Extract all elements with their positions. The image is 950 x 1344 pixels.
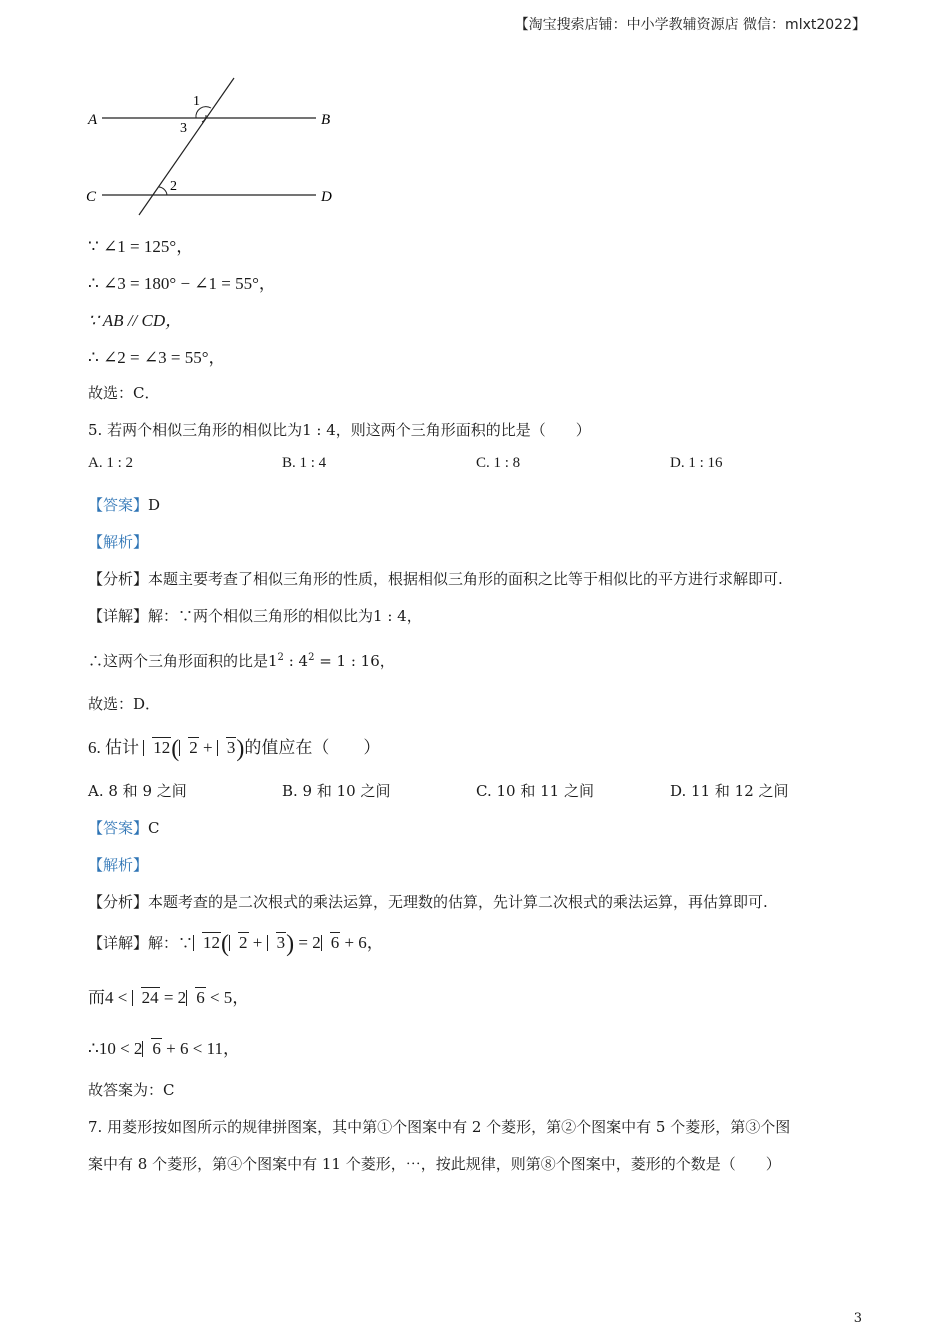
q6-line-b-end: < 5， [205, 988, 250, 1007]
q6-analysis-text: 本题考查的是二次根式的乘法运算，无理数的估算，先计算二次根式的乘法运算，再估算即可. [148, 893, 768, 911]
analysis-label: 【分析】 [88, 893, 149, 911]
sqrt-6: 6 [186, 988, 206, 1008]
answer-tag: 【答案】 [88, 496, 149, 514]
q6-detail-tail: + 6， [340, 933, 384, 952]
q5-choice: 故选：D． [88, 695, 161, 713]
label-c: C [86, 189, 97, 205]
q6-stem-suffix: 的值应在（ ） [244, 738, 381, 757]
q5-option-d: D. 1 : 16 [670, 455, 723, 471]
q6-analysis-tag: 【解析】 [88, 856, 149, 874]
sqrt-12: 12 [143, 738, 171, 758]
page-number: 3 [853, 1311, 862, 1326]
q6-answer [88, 817, 160, 838]
q6-choice: 故答案为：C [88, 1081, 175, 1099]
q6-option-c: C. 10 和 11 之间 [476, 782, 594, 800]
q6-option-d: D. 11 和 12 之间 [670, 782, 789, 800]
q6-line-b-mid: = 2 [159, 988, 187, 1007]
q4-line-3: ∵ AB // CD， [88, 311, 183, 330]
page-header: 【淘宝搜索店铺：中小学教辅资源店 微信：mlxt2022】 [514, 17, 866, 33]
q6-line-c-end: + 6 < 11， [161, 1039, 240, 1058]
q5-detail-2-prefix: ∴这两个三角形面积的比是1 [88, 652, 278, 670]
sqrt-6: 6 [321, 933, 341, 953]
q5-option-c: C. 1 : 8 [476, 455, 521, 471]
sqrt-12: 12 [193, 933, 221, 953]
q6-stem: 6. 估计 12( 2 + 3)的值应在（ ） [88, 736, 381, 762]
q6-answer-value: C [148, 819, 160, 837]
q5-analysis-text: 本题主要考查了相似三角形的性质，根据相似三角形的面积之比等于相似比的平方进行求解即可. [148, 570, 783, 588]
label-b: B [321, 112, 331, 128]
q5-option-a: A. 1 : 2 [88, 455, 133, 471]
q6-line-c-prefix: ∴10 < 2 [88, 1039, 143, 1058]
answer-tag: 【答案】 [88, 819, 149, 837]
q4-line-1 [88, 232, 193, 257]
analysis-label: 【分析】 [88, 570, 149, 588]
q5-detail-2-mid: : 4 [283, 652, 309, 670]
q4-line-4: ∴ ∠2 = ∠3 = 55°， [88, 348, 226, 367]
q6-line-b-prefix: 而4 < [88, 988, 132, 1007]
sqrt-3: 3 [267, 933, 287, 953]
sqrt-3: 3 [217, 738, 237, 758]
label-angle-1: 1 [193, 94, 200, 109]
label-a: A [88, 112, 98, 128]
q4-line-2: ∴ ∠3 = 180° − ∠1 = 55°， [88, 274, 276, 293]
sqrt-24: 24 [132, 988, 160, 1008]
q4-choice: 故选：C． [88, 384, 160, 402]
q5-detail-1-text: 解：∵两个相似三角形的相似比为1 : 4， [148, 607, 422, 625]
q5-option-b: B. 1 : 4 [282, 455, 327, 471]
detail-label: 【详解】 [88, 936, 149, 952]
q5-detail-2-end: = 1 : 16， [314, 652, 395, 670]
q6-detail-prefix: 解：∵ [148, 936, 194, 952]
q6-option-b: B. 9 和 10 之间 [282, 782, 391, 800]
q5-analysis [88, 568, 783, 589]
q6-analysis [88, 891, 768, 912]
q6-detail-1: 【详解】解：∵ 12( 2 + 3) = 2 6 + 6， [88, 931, 384, 957]
q7-line-2: 案中有 8 个菱形，第④个图案中有 11 个菱形，⋯，按此规律，则第⑧个图案中，菱形的个数是（ ） [88, 1155, 781, 1173]
q5-detail-2 [88, 650, 395, 671]
label-angle-2: 2 [170, 179, 177, 194]
sqrt-6: 6 [142, 1039, 162, 1059]
detail-label: 【详解】 [88, 607, 149, 625]
q6-detail-eq: = 2 [294, 933, 321, 952]
sqrt-2: 2 [229, 933, 249, 953]
q5-exp-1: 2 [277, 652, 284, 663]
q6-option-a: A. 8 和 9 之间 [88, 782, 187, 800]
q4-line-1-end: ， [176, 237, 194, 256]
q6-detail-3 [88, 1034, 240, 1059]
q5-detail-1 [88, 605, 422, 626]
q4-line-1-text: ∵ ∠1 = 125° [88, 237, 177, 256]
sqrt-2: 2 [179, 738, 199, 758]
q5-analysis-tag: 【解析】 [88, 533, 149, 551]
q5-answer [88, 494, 160, 515]
label-angle-3: 3 [180, 121, 187, 136]
q5-answer-value: D [148, 496, 161, 514]
q6-detail-2 [88, 983, 249, 1008]
label-d: D [321, 189, 332, 205]
q5-stem: 5. 若两个相似三角形的相似比为1 : 4，则这两个三角形面积的比是（ ） [88, 421, 591, 439]
q7-line-1: 7. 用菱形按如图所示的规律拼图案，其中第①个图案中有 2 个菱形，第②个图案中有 5 个菱形，第③个图 [88, 1118, 791, 1136]
q6-stem-prefix: 6. 估计 [88, 738, 139, 757]
parallel-lines-figure [84, 74, 344, 224]
angle-2-arc [159, 187, 167, 195]
q5-exp-2: 2 [308, 652, 315, 663]
